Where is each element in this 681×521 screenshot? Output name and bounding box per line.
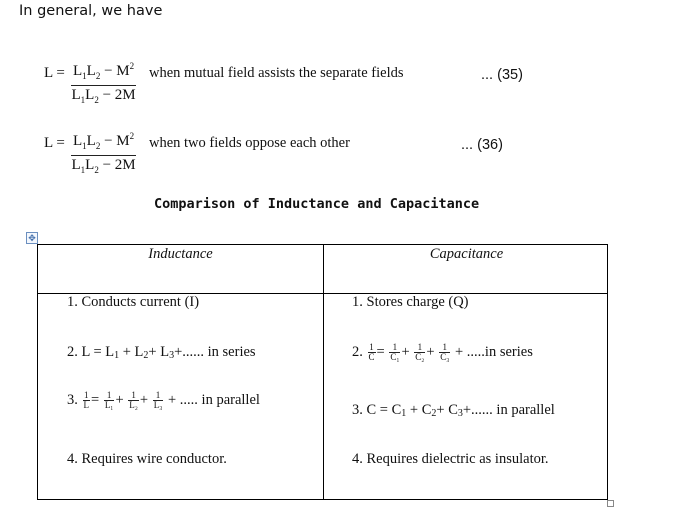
fraction: $\frac{1}{\text{L₂}}$ (129, 390, 138, 410)
equation-number-36: ... (36) (461, 137, 503, 153)
inductance-item-4: 4. Requires wire conductor. (67, 451, 227, 467)
inductance-item-2: 2. $L = L_1 + L_2+ L_3+$...... in series (67, 344, 256, 361)
equation-numerator: $L_1L_2 - M^2$ (71, 127, 136, 156)
fraction: $\frac{1}{L}$ (83, 390, 89, 410)
inductance-item-3: 3. $\frac{1}{L}$ = $\frac{1}{\text{L₁}}$ + $\frac{1}{\text{L₂}}$ + $\frac{1}{\text{L₃}}$ + ..... in parallel (67, 390, 260, 410)
capacitance-item-1: 1. Stores charge (Q) (352, 294, 469, 310)
equation-lhs: L = (44, 65, 65, 81)
equation-denominator: $L_1L_2 - 2M$ (71, 157, 136, 175)
equation-number-35: ... (35) (481, 67, 523, 83)
header-capacitance: Capacitance (429, 246, 504, 262)
table-resize-handle[interactable] (607, 500, 614, 507)
column-divider (323, 245, 324, 499)
capacitance-item-2: 2. $\frac{1}{C}$ = $\frac{1}{\text{C₁}}$ + $\frac{1}{\text{C₂}}$ + $\frac{1}{\text{C₃}}$ + .....in series (352, 342, 533, 362)
equation-numerator: $L_1L_2 - M^2$ (71, 57, 136, 86)
header-inductance: Inductance (148, 246, 213, 262)
equation-condition: when two fields oppose each other (149, 135, 350, 151)
fraction: $\frac{1}{\text{C₁}}$ (390, 342, 400, 362)
inductance-item-1: 1. Conducts current (I) (67, 294, 200, 310)
fraction: $\frac{1}{\text{C₂}}$ (415, 342, 425, 362)
equation-fraction (71, 57, 136, 109)
equation-condition: when mutual field assists the separate fields (149, 65, 404, 81)
equation-denominator: $L_1L_2 - 2M$ (71, 87, 136, 105)
fraction: $\frac{1}{C}$ (368, 342, 375, 362)
fraction: $\frac{1}{\text{L₃}}$ (153, 390, 163, 410)
fraction: $\frac{1}{\text{C₃}}$ (440, 342, 450, 362)
equation-lhs: L = (44, 135, 65, 151)
intro-text: In general, we have (19, 3, 163, 19)
equation-fraction (71, 127, 136, 179)
capacitance-item-4: 4. Requires dielectric as insulator. (352, 451, 549, 467)
table-move-handle-icon[interactable]: ✥ (26, 232, 38, 244)
capacitance-item-3: 3. $C = C_1 + C_2+ C_3+$...... in parallel (352, 402, 555, 419)
fraction: $\frac{1}{\text{L₁}}$ (104, 390, 114, 410)
section-heading: Comparison of Inductance and Capacitance (154, 196, 480, 212)
comparison-table (37, 244, 608, 500)
